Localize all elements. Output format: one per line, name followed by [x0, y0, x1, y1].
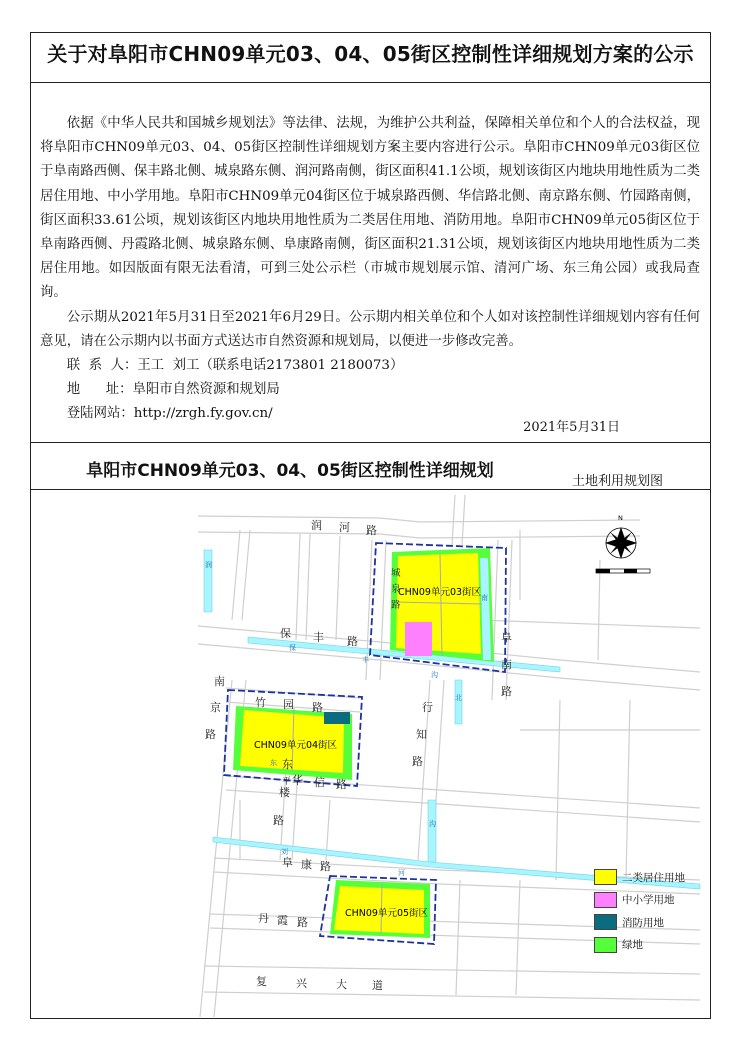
compass-icon — [605, 527, 637, 559]
school-plot — [405, 622, 432, 656]
road-label: 丹 — [258, 912, 269, 925]
block-03-label: CHN09单元03街区 — [398, 587, 482, 598]
notice-paragraph: 公示期从2021年5月31日至2021年6月29日。公示期内相关单位和个人如对该控制性详细规划内容有任何意见，请在公示期内以书面方式送达市自然资源和规划局，以便进一步修改完善。 — [40, 309, 700, 349]
road-label: 路 — [320, 860, 331, 873]
notice-paragraph: 依据《中华人民共和国城乡规划法》等法律、法规，为维护公共利益，保障相关单位和个人的合法权益，现将阜阳市CHN09单元03、04、05街区控制性详细规划方案主要内容进行公示。阜阳市CHN09单元03街区位于阜南路西侧、保丰路北侧、城泉路东侧、润河路南侧，街区面积41.1公顷，规划该街区内地块用地性质为二类居住用地、中小学用地。阜阳市CHN09单元04街区位于城泉路西侧、华信路北侧、南京路东侧、竹园路南侧，街区面积33.61公顷，规划该街区内地块用地性质为二类居住用地、消防用地。阜阳市CHN09单元05街区位于阜南路西侧、丹霞路北侧、城泉路东侧、阜康路南侧，街区面积21.31公顷，规划该街区内地块用地性质为二类居住用地。如因版面有限无法看清，可到三处公示栏（市城市规划展示馆、清河广场、东三角公园）或我局查询。 — [40, 116, 700, 301]
website-line[interactable]: 登陆网站：http://zrgh.fy.gov.cn/ — [66, 406, 273, 422]
legend-label: 消防用地 — [622, 916, 664, 929]
road-label: 路 — [336, 778, 347, 791]
road-label: 润 — [311, 519, 322, 532]
legend-item — [594, 866, 710, 889]
river-label: 沟 — [429, 820, 436, 828]
road-label: 复 — [256, 975, 267, 988]
road-label: 东 — [282, 758, 293, 771]
legend-swatch-green — [594, 937, 617, 953]
title-divider — [30, 82, 711, 83]
road-label: 阜 — [501, 631, 512, 644]
compass-north-label: N — [618, 514, 623, 522]
road-label: 行 — [422, 701, 433, 714]
road-label: 阜 — [282, 856, 293, 869]
road-label: 园 — [283, 698, 294, 711]
legend-label: 二类居住用地 — [622, 871, 685, 884]
legend-item — [594, 889, 710, 912]
road-label: 京 — [210, 701, 221, 714]
road-label: 华 — [292, 774, 303, 787]
road-label: 保 — [280, 627, 291, 640]
road-label: 路 — [366, 524, 377, 537]
road-label: 知 — [416, 728, 427, 741]
scale-bar — [596, 569, 650, 573]
road-label: 南 — [214, 675, 225, 688]
road-label: 河 — [339, 521, 350, 534]
river-label: 润 — [205, 561, 212, 569]
road-label: 路 — [347, 635, 358, 648]
river-label: 保 — [289, 644, 296, 652]
river-label: 沟 — [431, 671, 438, 679]
road-label: 路 — [312, 701, 323, 714]
address-line: 地 址：阜阳市自然资源和规划局 — [66, 382, 280, 398]
notice-date: 2021年5月31日 — [523, 420, 620, 435]
road-label: 路 — [205, 728, 216, 741]
road-label: 道 — [372, 979, 383, 992]
road-label: 南 — [501, 658, 512, 671]
block-04-label: CHN09单元04街区 — [254, 740, 338, 751]
road-label: 楼 — [279, 786, 290, 799]
legend-swatch-residential — [594, 869, 617, 885]
road-label: 路 — [273, 814, 284, 827]
contact-line: 联 系 人：王工 刘工（联系电话2173801 2180073） — [66, 358, 404, 374]
legend-label: 中小学用地 — [622, 894, 675, 907]
map-header-divider — [30, 489, 711, 490]
plan-title: 阜阳市CHN09单元03、04、05街区控制性详细规划 — [86, 461, 494, 481]
road-label: 路 — [297, 916, 308, 929]
road-label: 信 — [314, 776, 325, 789]
road-label: 平 — [282, 777, 292, 787]
river-label: 南 — [481, 594, 488, 602]
notice-body — [40, 112, 700, 427]
road-label: 竹 — [255, 696, 266, 709]
plan-subtitle: 土地利用规划图 — [572, 474, 664, 489]
road-label: 康 — [301, 858, 312, 871]
road-label: 路 — [412, 755, 423, 768]
legend-swatch-fire — [594, 914, 617, 930]
river-label: 刘 — [281, 848, 288, 856]
river-label: 河 — [398, 869, 405, 877]
block-05-label: CHN09单元05街区 — [345, 908, 429, 919]
road-label: 大 — [336, 978, 347, 991]
road-label: 路 — [391, 600, 401, 611]
river-label: 东 — [270, 759, 277, 767]
road-label: 城 — [391, 568, 401, 579]
road-label: 泉 — [391, 584, 401, 595]
fire-plot — [324, 712, 350, 724]
road-label: 路 — [501, 685, 512, 698]
river-label: 丰 — [362, 656, 369, 664]
road-label: 丰 — [313, 631, 324, 644]
legend-item — [594, 911, 710, 934]
section-divider — [30, 442, 711, 443]
legend-label: 绿地 — [622, 939, 643, 952]
legend-item — [594, 934, 710, 957]
road-label: 兴 — [296, 977, 307, 990]
river-label: 北 — [455, 694, 462, 702]
legend — [594, 866, 710, 956]
legend-swatch-school — [594, 892, 617, 908]
road-label: 霞 — [277, 914, 288, 927]
notice-title: 关于对阜阳市CHN09单元03、04、05街区控制性详细规划方案的公示 — [47, 42, 694, 66]
